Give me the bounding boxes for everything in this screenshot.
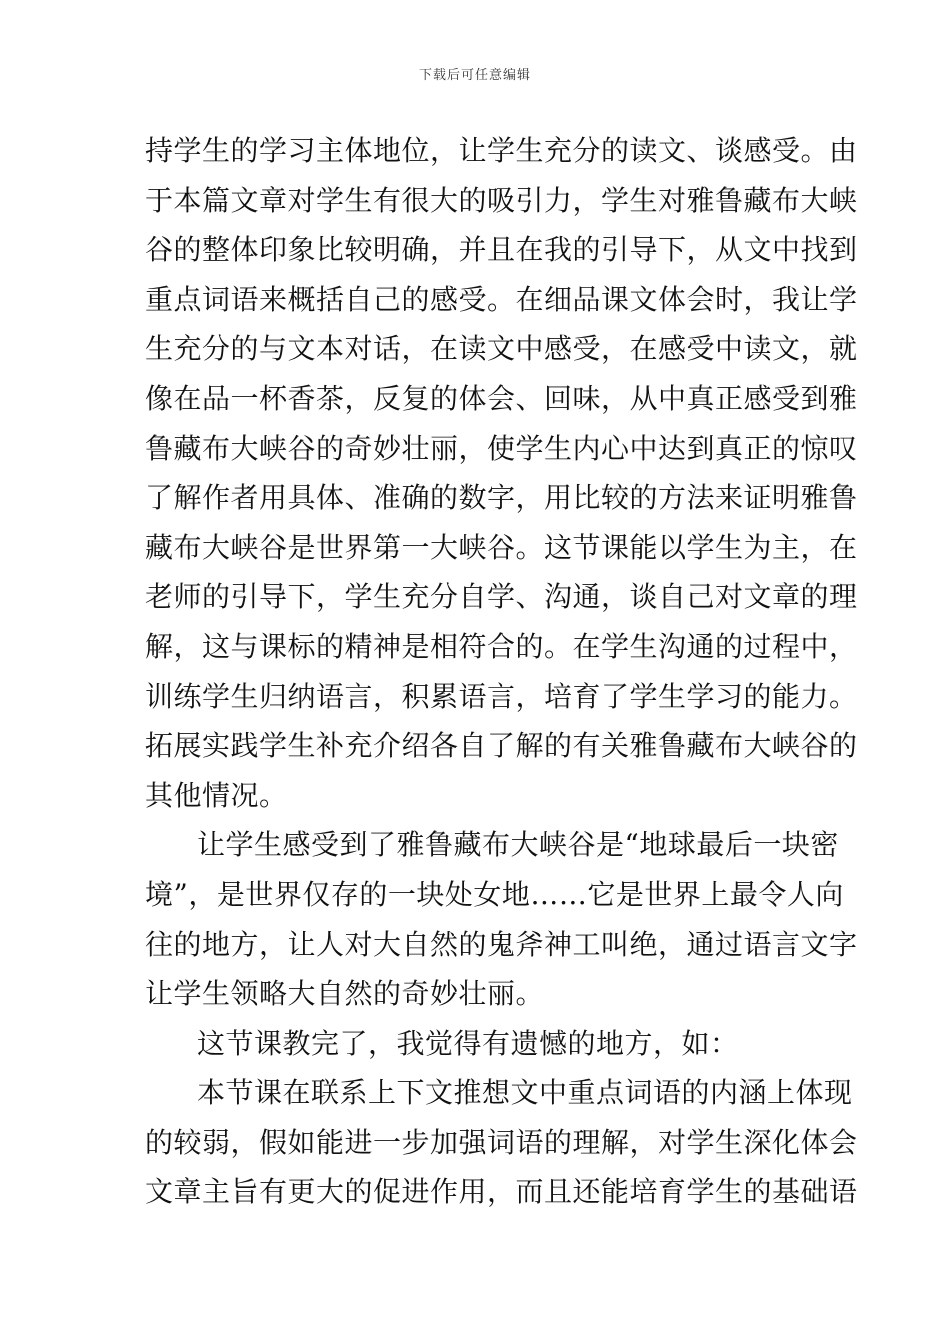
page-header: 下载后可任意编辑 xyxy=(418,68,531,83)
text-line: 了解作者用具体、准确的数字，用比较的方法来证明雅鲁 xyxy=(145,481,858,515)
text-line: 让学生领略大自然的奇妙壮丽。 xyxy=(145,977,545,1011)
text-line: 鲁藏布大峡谷的奇妙壮丽，使学生内心中达到真正的惊叹 xyxy=(145,431,858,465)
text-line: 老师的引导下，学生充分自学、沟通，谈自己对文章的理 xyxy=(145,580,858,614)
text-line: 的较弱，假如能进一步加强词语的理解，对学生深化体会 xyxy=(145,1125,858,1159)
text-line: 这节课教完了，我觉得有遗憾的地方，如： xyxy=(197,1026,739,1060)
text-line: 境”，是世界仅存的一块处女地……它是世界上最令人向 xyxy=(145,877,844,911)
text-line: 拓展实践学生补充介绍各自了解的有关雅鲁藏布大峡谷的 xyxy=(145,729,858,763)
text-line: 往的地方，让人对大自然的鬼斧神工叫绝，通过语言文字 xyxy=(145,927,858,961)
text-line: 于本篇文章对学生有很大的吸引力，学生对雅鲁藏布大峡 xyxy=(145,183,858,217)
text-line: 生充分的与文本对话，在读文中感受，在感受中读文，就 xyxy=(145,332,858,366)
text-line: 藏布大峡谷是世界第一大峡谷。这节课能以学生为主，在 xyxy=(145,530,858,564)
text-line: 让学生感受到了雅鲁藏布大峡谷是“地球最后一块密 xyxy=(197,828,839,862)
text-line: 重点词语来概括自己的感受。在细品课文体会时，我让学 xyxy=(145,282,858,316)
text-line: 训练学生归纳语言，积累语言，培育了学生学习的能力。 xyxy=(145,679,858,713)
text-line: 解，这与课标的精神是相符合的。在学生沟通的过程中， xyxy=(145,629,858,663)
text-line: 本节课在联系上下文推想文中重点词语的内涵上体现 xyxy=(197,1076,853,1110)
text-line: 其他情况。 xyxy=(145,778,288,812)
text-line: 像在品一杯香茶，反复的体会、回味，从中真正感受到雅 xyxy=(145,381,858,415)
text-line: 谷的整体印象比较明确，并且在我的引导下，从文中找到 xyxy=(145,233,858,267)
text-line: 持学生的学习主体地位，让学生充分的读文、谈感受。由 xyxy=(145,134,858,167)
document-body xyxy=(145,126,858,1217)
text-line: 文章主旨有更大的促进作用，而且还能培育学生的基础语 xyxy=(145,1175,858,1209)
